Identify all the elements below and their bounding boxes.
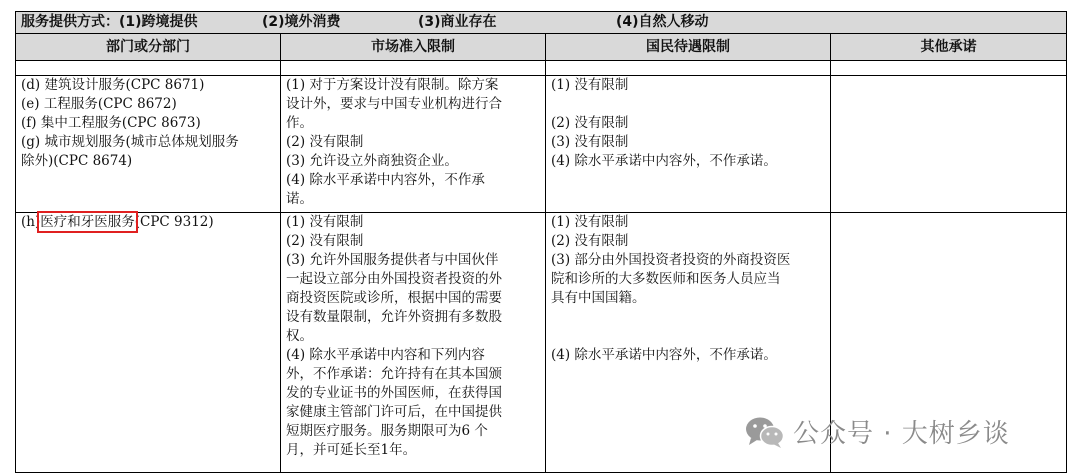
market-line: 设有数量限制，允许外资拥有多数股 — [286, 309, 502, 325]
sector-cell — [16, 76, 281, 213]
modes-label: 服务提供方式： — [21, 14, 119, 30]
other-commitments-cell — [831, 76, 1067, 213]
schedule-document — [15, 11, 1066, 473]
national-line: (2) 没有限制 — [551, 115, 629, 131]
header-market-access: 市场准入限制 — [281, 34, 546, 61]
market-line: (4) 除水平承诺中内容和下列内容 — [286, 347, 485, 363]
national-line: (4) 除水平承诺中内容外，不作承诺。 — [551, 153, 777, 169]
market-line: 商投资医院或诊所，根据中国的需要 — [286, 290, 502, 306]
wechat-watermark — [745, 413, 1010, 450]
sector-line — [21, 213, 275, 232]
market-line: (4) 除水平承诺中内容外，不作承 — [286, 172, 485, 188]
mode-3: (3)商业存在 — [418, 14, 497, 30]
wechat-icon — [745, 415, 785, 449]
market-access-cell — [281, 76, 546, 213]
supply-modes-row — [16, 12, 1067, 34]
commitment-table — [15, 11, 1067, 473]
sector-line: (f) 集中工程服务(CPC 8673) — [21, 115, 201, 131]
market-line: (2) 没有限制 — [286, 134, 364, 150]
sector-line: (d) 建筑设计服务(CPC 8671) — [21, 77, 205, 93]
sector-code: (CPC 9312) — [134, 214, 214, 230]
header-row — [16, 34, 1067, 61]
market-line: (3) 允许设立外商独资企业。 — [286, 153, 458, 169]
market-line: 月，并可延长至1年。 — [286, 442, 417, 458]
mode-2: (2)境外消费 — [262, 14, 341, 30]
header-national-treatment: 国民待遇限制 — [546, 34, 831, 61]
table-row — [16, 76, 1067, 213]
sector-line: (e) 工程服务(CPC 8672) — [21, 96, 177, 112]
market-line: 诺。 — [286, 191, 313, 207]
national-line: 具有中国国籍。 — [551, 290, 646, 306]
market-line: 作。 — [286, 115, 313, 131]
sector-line: (g) 城市规划服务(城市总体规划服务 — [21, 134, 239, 150]
market-line: (3) 允许外国服务提供者与中国伙伴 — [286, 252, 499, 268]
market-access-cell — [281, 213, 546, 473]
market-line: (2) 没有限制 — [286, 233, 364, 249]
national-treatment-cell — [546, 76, 831, 213]
national-line: (1) 没有限制 — [551, 214, 629, 230]
national-line: (2) 没有限制 — [551, 233, 629, 249]
supply-modes — [16, 12, 1067, 34]
header-other-commitments: 其他承诺 — [831, 34, 1067, 61]
sector-prefix: (h) — [21, 214, 41, 230]
watermark-text: 公众号 · 大树乡谈 — [793, 419, 1010, 449]
sector-line: 除外)(CPC 8674) — [21, 153, 133, 169]
market-line: 设计外，要求与中国专业机构进行合 — [286, 96, 502, 112]
spacer-row — [16, 61, 1067, 76]
market-line: 家健康主管部门许可后，在中国提供 — [286, 404, 502, 420]
market-line: 发的专业证书的外国医师，在获得国 — [286, 385, 502, 401]
market-line: (1) 没有限制 — [286, 214, 364, 230]
market-line: 权。 — [286, 328, 313, 344]
market-line: 一起设立部分由外国投资者投资的外 — [286, 271, 502, 287]
market-line: 外，不作承诺：允许持有在其本国颁 — [286, 366, 502, 382]
national-line: (3) 没有限制 — [551, 134, 629, 150]
sector-cell — [16, 213, 281, 473]
market-line: (1) 对于方案设计没有限制。除方案 — [286, 77, 499, 93]
mode-4: (4)自然人移动 — [616, 14, 709, 30]
national-line: (4) 除水平承诺中内容外，不作承诺。 — [551, 347, 777, 363]
header-sector: 部门或分部门 — [16, 34, 281, 61]
national-line: 院和诊所的大多数医师和医务人员应当 — [551, 271, 781, 287]
national-line: (3) 部分由外国投资者投资的外商投资医 — [551, 252, 791, 268]
highlighted-sector-name: 医疗和牙医服务 — [40, 214, 135, 230]
mode-1: (1)跨境提供 — [119, 14, 198, 30]
national-line: (1) 没有限制 — [551, 77, 629, 93]
market-line: 短期医疗服务。服务期限可为6 个 — [286, 423, 488, 439]
